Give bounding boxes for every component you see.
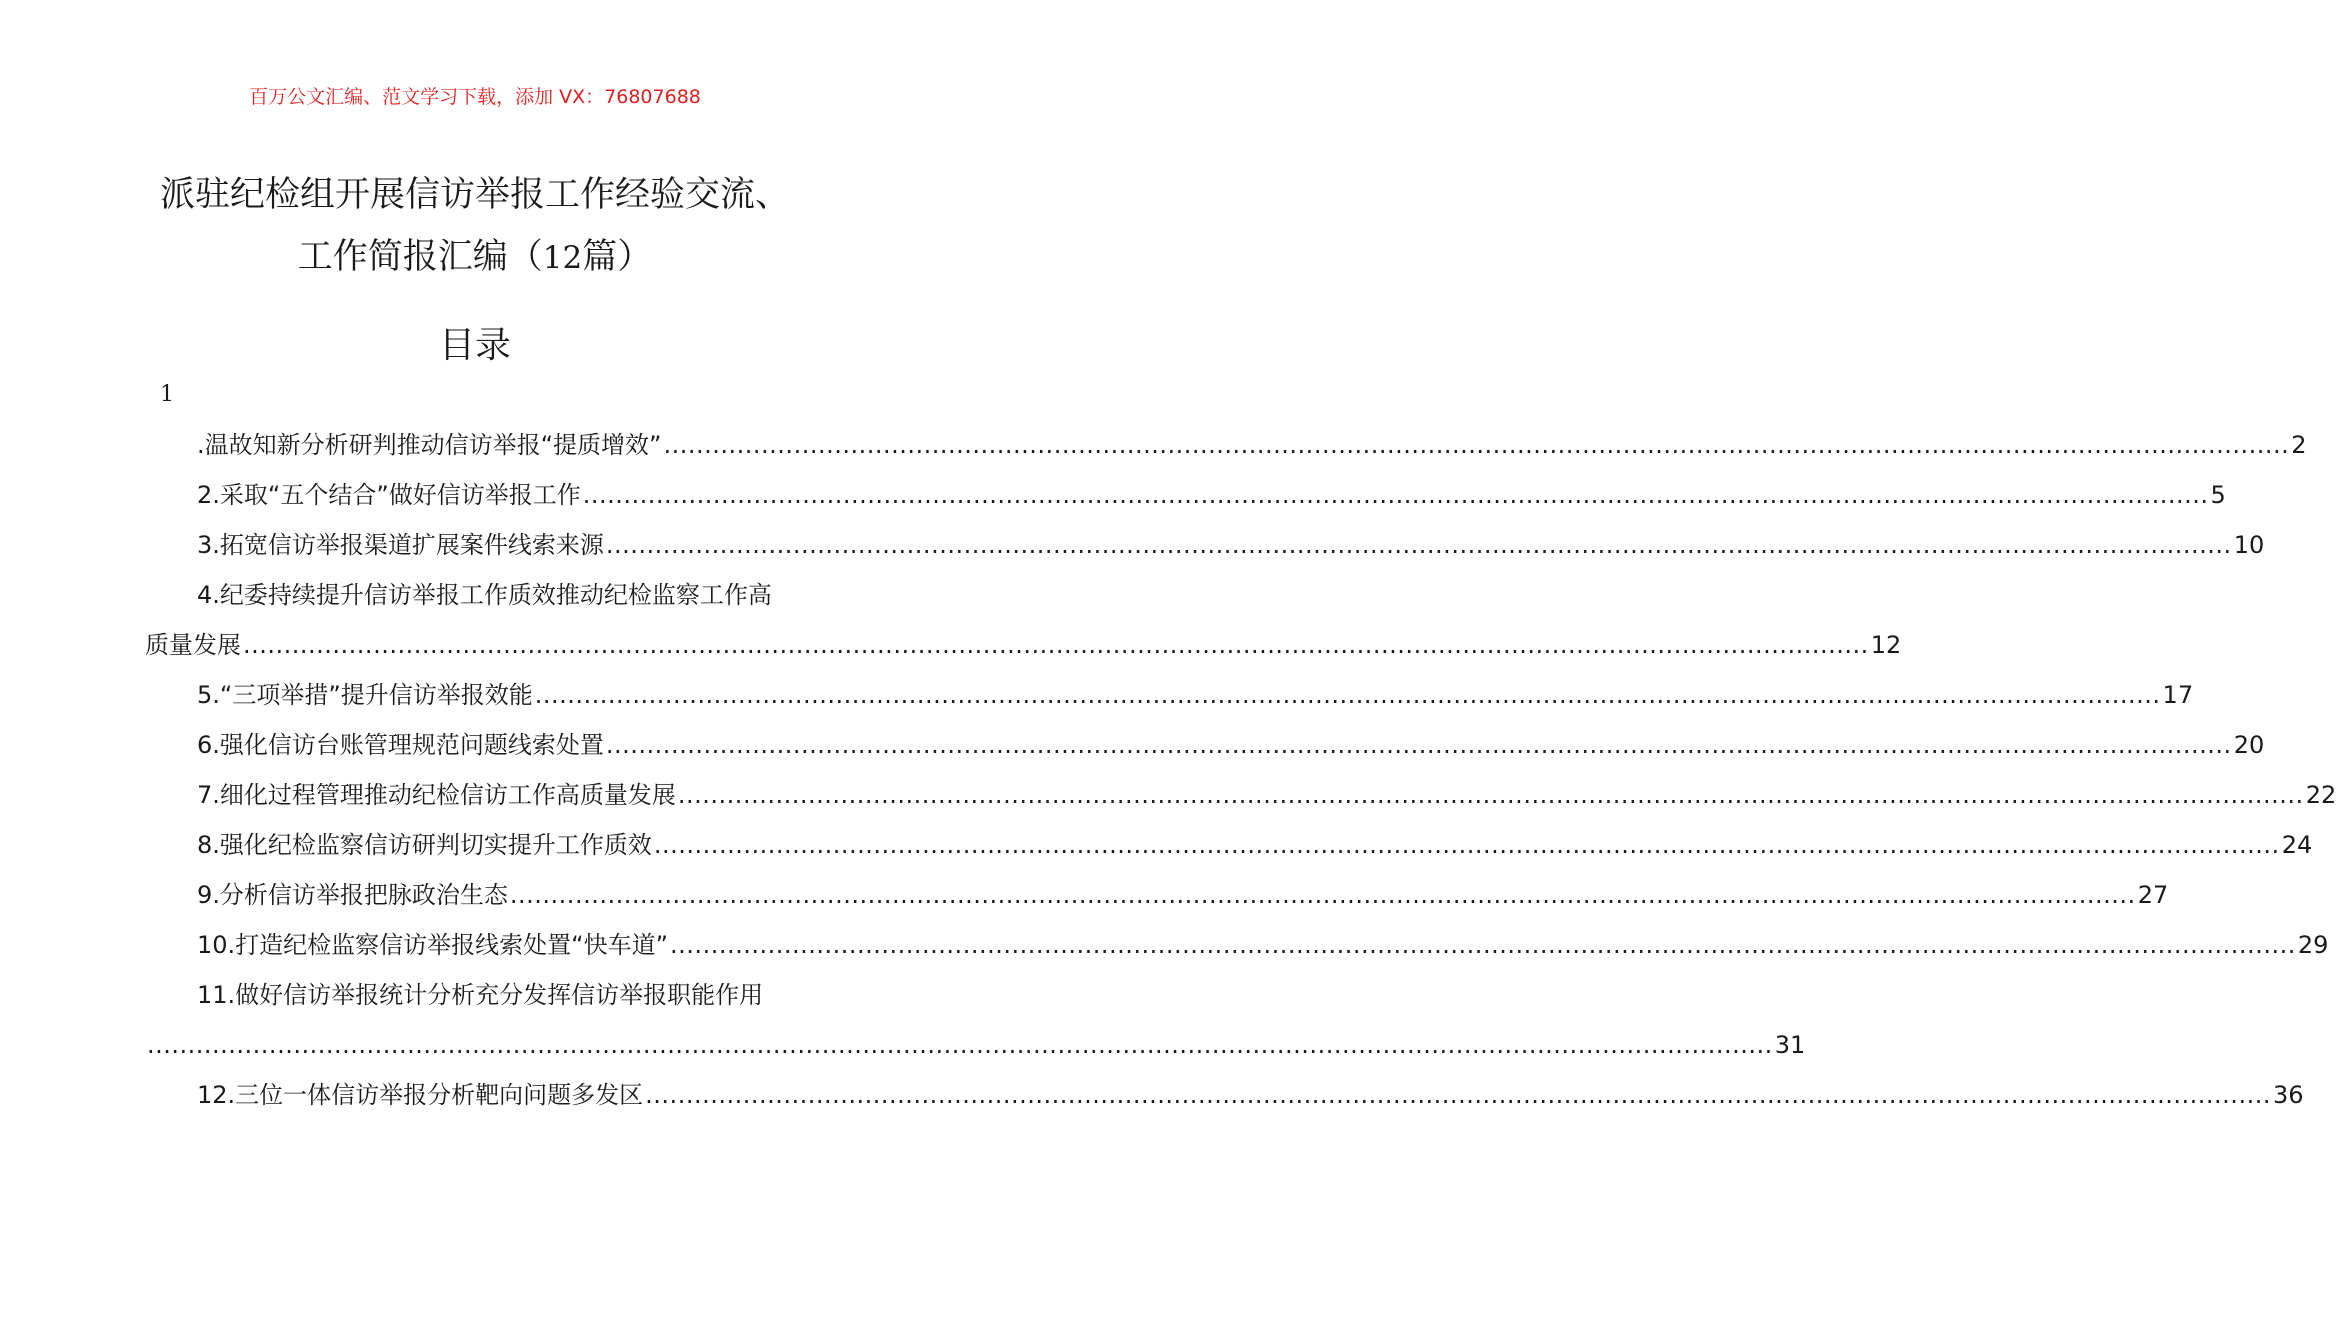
document-title — [0, 168, 950, 284]
toc-entry-page: 12 — [1870, 631, 1902, 659]
toc-entry-page: 17 — [2162, 681, 2194, 709]
toc-leader-dots: ........................................................................................................................................................................................................ — [677, 781, 2304, 809]
toc-entry[interactable] — [145, 970, 1806, 1070]
toc-entry-title: 8.强化纪检监察信访研判切实提升工作质效 — [197, 831, 652, 859]
toc-entry[interactable] — [145, 470, 2226, 520]
toc-entry-title: 9.分析信访举报把脉政治生态 — [197, 881, 508, 909]
toc-leader-dots: ........................................................................................................................................................................................................ — [147, 1031, 1773, 1059]
toc-entry-title: .温故知新分析研判推动信访举报“提质增效” — [197, 431, 662, 459]
promo-banner: 百万公文汇编、范文学习下载，添加 VX：76807688 — [249, 86, 701, 108]
toc-entry-page: 2 — [2291, 431, 2307, 459]
toc-entry-title: 10.打造纪检监察信访举报线索处置“快车道” — [197, 931, 669, 959]
toc-entry-title-line-1: 11.做好信访举报统计分析充分发挥信访举报职能作用 — [197, 981, 764, 1009]
toc-entry-title: 5.“三项举措”提升信访举报效能 — [197, 681, 533, 709]
toc-entry[interactable] — [145, 820, 2313, 870]
toc-entry-page: 31 — [1774, 1031, 1806, 1059]
toc-entry-page: 10 — [2233, 531, 2265, 559]
toc-entry-page: 5 — [2210, 481, 2226, 509]
table-of-contents — [145, 420, 2336, 1120]
toc-entry[interactable] — [145, 770, 2336, 820]
toc-entry-title-line-2: 质量发展 — [145, 631, 241, 659]
toc-entry[interactable] — [145, 670, 2194, 720]
toc-leader-dots: ........................................................................................................................................................................................................ — [605, 731, 2232, 759]
title-count: 12 — [542, 240, 583, 276]
toc-entry-page: 36 — [2272, 1081, 2304, 1109]
toc-entry-page: 29 — [2297, 931, 2329, 959]
toc-leader-dots: ........................................................................................................................................................................................................ — [534, 681, 2161, 709]
toc-entry[interactable] — [145, 870, 2169, 920]
toc-entry-page: 24 — [2281, 831, 2313, 859]
toc-entry-page: 22 — [2305, 781, 2336, 809]
toc-leader-dots: ........................................................................................................................................................................................................ — [645, 1081, 2271, 1109]
toc-entry-title: 6.强化信访台账管理规范问题线索处置 — [197, 731, 604, 759]
toc-entry[interactable] — [145, 570, 1902, 670]
title-line-2 — [0, 230, 950, 284]
toc-leader-dots: ........................................................................................................................................................................................................ — [605, 531, 2232, 559]
toc-leader-dots: ........................................................................................................................................................................................................ — [582, 481, 2209, 509]
title-line-2-suffix: 篇） — [582, 237, 653, 277]
toc-leader-dots: ........................................................................................................................................................................................................ — [653, 831, 2280, 859]
toc-entry[interactable] — [145, 420, 2307, 470]
title-line-1: 派驻纪检组开展信访举报工作经验交流、 — [159, 175, 790, 215]
toc-entry-title: 2.采取“五个结合”做好信访举报工作 — [197, 481, 581, 509]
toc-entry-continuation — [145, 620, 1902, 670]
toc-entry[interactable] — [145, 720, 2265, 770]
page-number: 1 — [160, 382, 174, 407]
toc-leader-dots: ........................................................................................................................................................................................................ — [663, 431, 2290, 459]
toc-entry-title: 12.三位一体信访举报分析靶向问题多发区 — [197, 1081, 644, 1109]
title-line-2-prefix: 工作简报汇编（ — [297, 237, 543, 277]
toc-entry-title: 3.拓宽信访举报渠道扩展案件线索来源 — [197, 531, 604, 559]
toc-entry-continuation — [145, 1020, 1806, 1070]
toc-entry-title: 7.细化过程管理推动纪检信访工作高质量发展 — [197, 781, 676, 809]
toc-entry-title-line-1: 4.纪委持续提升信访举报工作质效推动纪检监察工作高 — [197, 581, 772, 609]
toc-leader-dots: ........................................................................................................................................................................................................ — [670, 931, 2296, 959]
toc-entry-page: 20 — [2233, 731, 2265, 759]
toc-entry[interactable] — [145, 920, 2329, 970]
toc-heading: 目录 — [438, 325, 511, 366]
toc-entry[interactable] — [145, 520, 2265, 570]
toc-leader-dots: ........................................................................................................................................................................................................ — [509, 881, 2136, 909]
toc-leader-dots: ........................................................................................................................................................................................................ — [243, 631, 1869, 659]
toc-entry-page: 27 — [2137, 881, 2169, 909]
toc-entry[interactable] — [145, 1070, 2304, 1120]
